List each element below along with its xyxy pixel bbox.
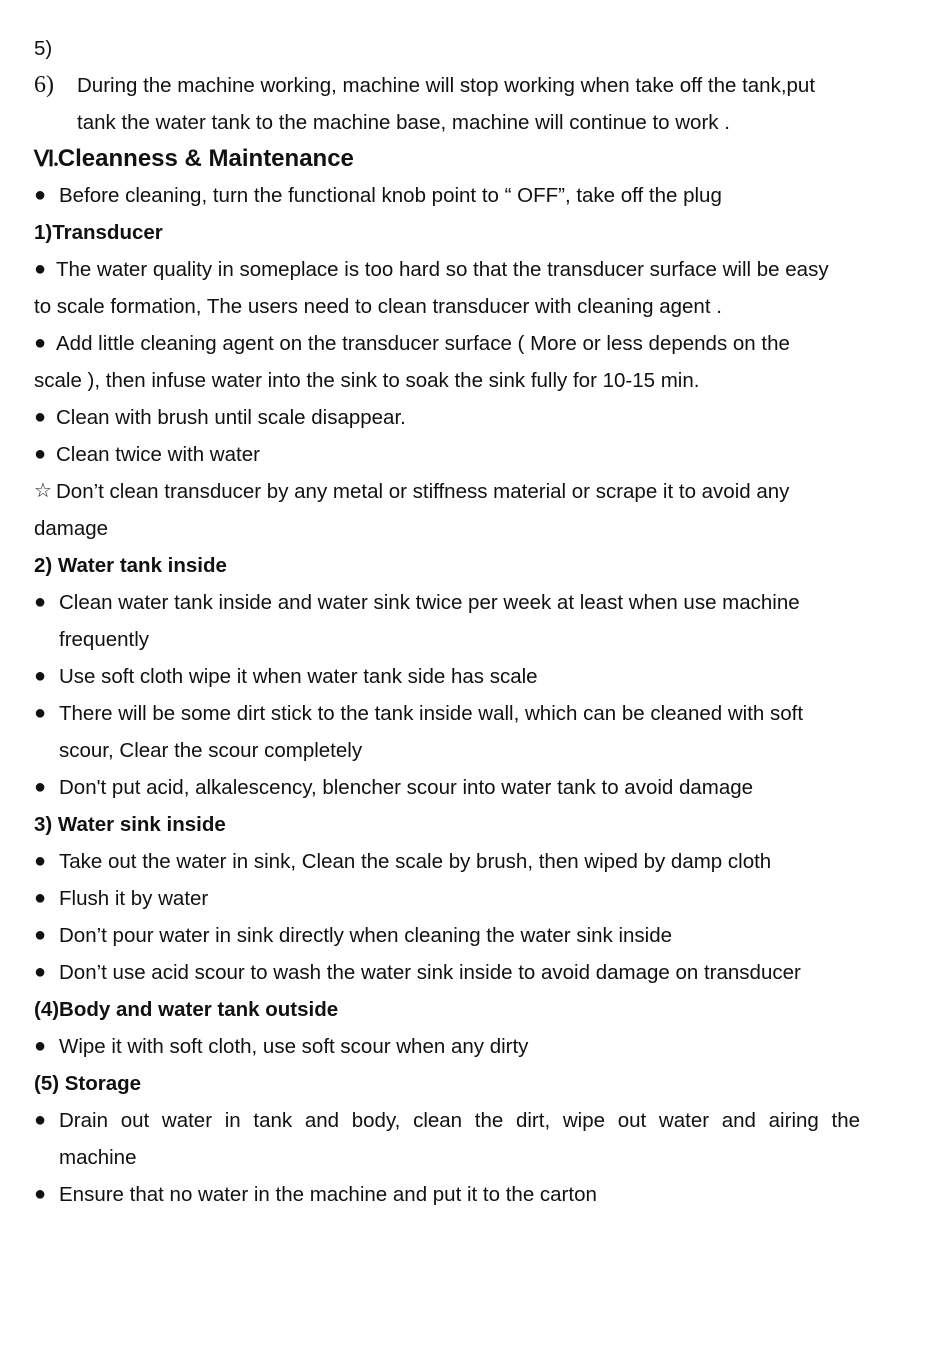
transducer-warning (34, 473, 860, 510)
bullet-icon: ● (34, 961, 47, 983)
tank-inside-heading: 2) Water tank inside (34, 554, 227, 577)
transducer-bullet-1-line-2: to scale formation, The users need to clean transducer with cleaning agent . (34, 295, 722, 318)
transducer-warning-line-1: Don’t clean transducer by any metal or stiffness material or scrape it to avoid any (56, 480, 790, 503)
bullet-icon: ● (34, 1035, 47, 1057)
tank-inside-bullet-3 (34, 695, 860, 732)
item-6-number: 6) (34, 72, 54, 98)
tank-inside-bullet-4-text: Don't put acid, alkalescency, blencher scour into water tank to avoid damage (59, 776, 754, 799)
storage-bullet-1-line-1: Drain out water in tank and body, clean the dirt, wipe out water and airing the (59, 1109, 860, 1132)
bullet-icon: ● (34, 591, 47, 613)
bullet-icon: ● (34, 443, 47, 465)
sink-inside-heading: 3) Water sink inside (34, 813, 226, 836)
transducer-bullet-1 (34, 251, 860, 288)
transducer-bullet-2-line-1: Add little cleaning agent on the transducer surface ( More or less depends on the (56, 332, 790, 355)
item-6-line-1: During the machine working, machine will stop working when take off the tank,put (77, 74, 816, 97)
bullet-icon: ● (34, 776, 47, 798)
item-6-line-2: tank the water tank to the machine base, machine will continue to work . (77, 111, 730, 134)
section-title (34, 141, 860, 177)
transducer-bullet-2-line-2: scale ), then infuse water into the sink to soak the sink fully for 10-15 min. (34, 369, 700, 392)
sink-inside-bullet-4-text: Don’t use acid scour to wash the water sink inside to avoid damage on transducer (59, 961, 801, 984)
body-outside-bullet-1 (34, 1028, 860, 1065)
tank-inside-bullet-2-text: Use soft cloth wipe it when water tank side has scale (59, 665, 538, 688)
bullet-icon: ● (34, 702, 47, 724)
bullet-icon: ● (34, 258, 47, 280)
bullet-icon: ● (34, 406, 47, 428)
storage-bullet-1 (34, 1102, 860, 1139)
transducer-bullet-4-text: Clean twice with water (56, 443, 260, 466)
transducer-warning-line-2: damage (34, 517, 109, 540)
item-6 (34, 67, 860, 104)
bullet-icon: ● (34, 1183, 47, 1205)
sink-inside-bullet-4 (34, 954, 860, 991)
transducer-heading: 1)Transducer (34, 221, 163, 244)
bullet-icon: ● (34, 887, 47, 909)
transducer-bullet-3 (34, 399, 860, 436)
storage-bullet-1-line-2: machine (59, 1146, 137, 1169)
tank-inside-bullet-3-line-2: scour, Clear the scour completely (59, 739, 363, 762)
bullet-icon: ● (34, 665, 47, 687)
sink-inside-bullet-2 (34, 880, 860, 917)
bullet-icon: ● (34, 850, 47, 872)
tank-inside-bullet-3-line-1: There will be some dirt stick to the tank inside wall, which can be cleaned with soft (59, 702, 804, 725)
sink-inside-bullet-1-text: Take out the water in sink, Clean the scale by brush, then wiped by damp cloth (59, 850, 772, 873)
intro-text: Before cleaning, turn the functional knob point to “ OFF”, take off the plug (59, 184, 722, 207)
sink-inside-bullet-1 (34, 843, 860, 880)
tank-inside-bullet-1-line-1: Clean water tank inside and water sink twice per week at least when use machine (59, 591, 800, 614)
tank-inside-bullet-4 (34, 769, 860, 806)
transducer-bullet-2 (34, 325, 860, 362)
manual-page (34, 30, 860, 1213)
section-title-text: Cleanness & Maintenance (57, 145, 354, 172)
item-5-number: 5) (34, 37, 53, 60)
body-outside-heading: (4)Body and water tank outside (34, 998, 339, 1021)
storage-heading: (5) Storage (34, 1072, 142, 1095)
storage-bullet-2-text: Ensure that no water in the machine and put it to the carton (59, 1183, 597, 1206)
transducer-bullet-3-text: Clean with brush until scale disappear. (56, 406, 406, 429)
intro-bullet (34, 177, 860, 214)
sink-inside-bullet-2-text: Flush it by water (59, 887, 209, 910)
transducer-bullet-1-line-1: The water quality in someplace is too hard so that the transducer surface will be easy (56, 258, 829, 281)
sink-inside-bullet-3-text: Don’t pour water in sink directly when cleaning the water sink inside (59, 924, 673, 947)
transducer-bullet-4 (34, 436, 860, 473)
tank-inside-bullet-2 (34, 658, 860, 695)
bullet-icon: ● (34, 332, 47, 354)
tank-inside-bullet-1 (34, 584, 860, 621)
bullet-icon: ● (34, 924, 47, 946)
bullet-icon: ● (34, 184, 47, 206)
star-icon: ☆ (34, 480, 52, 502)
storage-bullet-2 (34, 1176, 860, 1213)
body-outside-bullet-1-text: Wipe it with soft cloth, use soft scour when any dirty (59, 1035, 529, 1058)
sink-inside-bullet-3 (34, 917, 860, 954)
section-roman-numeral: Ⅵ. (34, 146, 58, 171)
tank-inside-bullet-1-line-2: frequently (59, 628, 150, 651)
bullet-icon: ● (34, 1109, 47, 1131)
